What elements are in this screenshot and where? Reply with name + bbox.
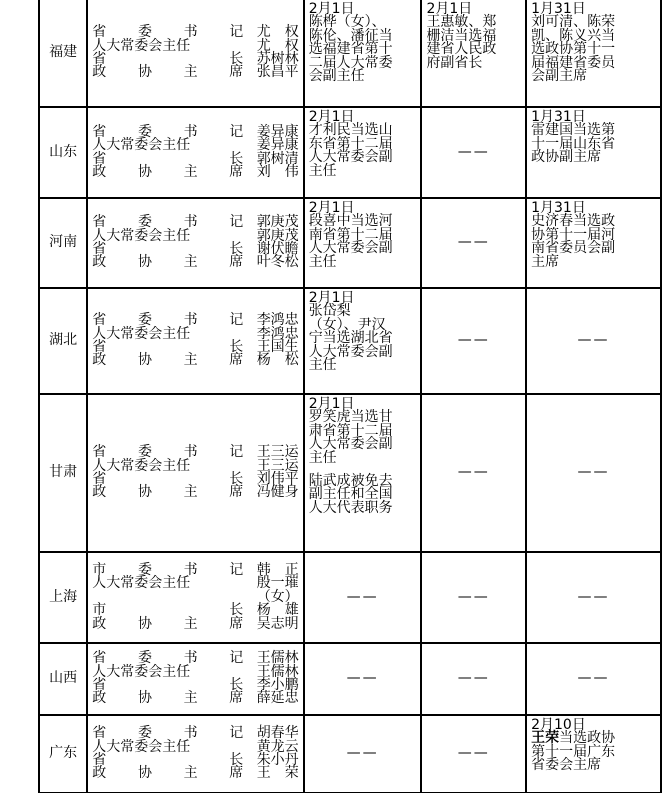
official-title: 省 委 书 记 (92, 444, 244, 461)
event-text-line: 陆武成被免去 (308, 473, 393, 490)
event-text-line: 会副主席 (531, 68, 588, 85)
table-row (39, 0, 661, 107)
official-title: 省 长 (92, 241, 244, 257)
official-title: 政 协 主 席 (92, 64, 244, 81)
official-line (92, 354, 298, 367)
government-update-cell (421, 107, 526, 198)
official-title: 人大常委会主任 (92, 137, 191, 154)
npc-update-cell (304, 0, 422, 107)
official-name: 谢伏瞻 (256, 241, 299, 257)
event-text-line: 栅洁当选福 (426, 27, 497, 44)
official-name: 尤 权 (256, 24, 299, 41)
event-text-line: 第十一届广东 (531, 743, 616, 760)
government-update-cell (421, 394, 526, 552)
event-text-line: 南省第十二届 (308, 226, 393, 243)
officials-cell (87, 552, 303, 643)
event-date: 2月1日 (308, 1, 355, 17)
official-title: 省 委 书 记 (92, 725, 244, 742)
table-row (39, 394, 661, 552)
province-cell: 山西 (39, 643, 87, 715)
official-title: 政 协 主 席 (92, 352, 244, 369)
event-date: 1月31日 (531, 109, 586, 125)
official-title: 省 长 (92, 150, 244, 167)
empty-dash: —— (346, 588, 379, 605)
event-text-line: 史济春当选政 (531, 213, 616, 230)
official-name: 叶冬松 (256, 254, 299, 271)
npc-update-cell (304, 715, 422, 793)
province-cell: 甘肃 (39, 394, 87, 552)
official-title: 人大常委会主任 (92, 37, 191, 54)
official-title: 政 协 主 席 (92, 484, 244, 501)
official-name: 王儒林 (256, 650, 299, 667)
event-text-line: 人大代表职务 (308, 499, 393, 516)
npc-update-cell (304, 288, 422, 394)
event-text-line: 主任 (308, 357, 337, 374)
official-title: 省 委 书 记 (92, 312, 244, 329)
government-update-cell (421, 643, 526, 715)
cppcc-update-cell (526, 198, 661, 288)
official-name: 郭庚茂 (256, 214, 299, 231)
table-row (39, 198, 661, 288)
official-line (92, 767, 298, 780)
event-text-line: 主任 (308, 162, 337, 179)
official-name: 韩 正 (256, 561, 299, 578)
official-title: 省 委 书 记 (92, 650, 244, 667)
officials-cell (87, 394, 303, 552)
event-text-line: 人大常委会副 (308, 149, 393, 166)
event-text-line: 段喜中当选河 (308, 213, 393, 230)
official-name: 冯健身 (256, 484, 299, 501)
official-title: 政 协 主 席 (92, 765, 244, 782)
official-title: 人大常委会主任 (92, 227, 191, 244)
official-title: 政 协 主 席 (92, 163, 244, 180)
government-update-cell (421, 288, 526, 394)
event-text-line: 主席 (531, 253, 560, 270)
event-text-line: 政协副主席 (531, 149, 602, 166)
event-text-line: 副主任和全国 (308, 486, 393, 503)
empty-dash: —— (457, 745, 490, 762)
table-row (39, 552, 661, 643)
event-text-line: 选福建省第十 (308, 41, 393, 58)
official-name: 苏树林 (256, 51, 299, 67)
official-name: 朱小丹 (256, 752, 299, 768)
table-row (39, 288, 661, 394)
officials-cell (87, 107, 303, 198)
official-title: 市 长 (92, 602, 244, 619)
npc-update-cell (304, 643, 422, 715)
official-title: 省 长 (92, 752, 244, 768)
event-text-line: 陈伦、潘征当 (308, 27, 393, 44)
official-title: 人大常委会主任 (92, 457, 191, 474)
event-text-line: 省委会主席 (531, 757, 602, 774)
event-text-line: 人大常委会副 (308, 436, 393, 453)
official-name: 姜异康 (256, 137, 299, 154)
empty-dash: —— (457, 588, 490, 605)
empty-dash: —— (457, 332, 490, 349)
official-title: 人大常委会主任 (92, 325, 191, 342)
official-name: 杨 松 (256, 352, 299, 369)
province-cell: 福建 (39, 0, 87, 107)
event-text-line: 肃省第十二届 (308, 422, 393, 439)
event-text-line: 府副省长 (426, 54, 483, 71)
official-name: 殷一璀 (256, 575, 299, 592)
official-name: 胡春华 (256, 725, 299, 742)
event-text-line: 宁当选湖北省 (308, 330, 393, 347)
officials-cell (87, 198, 303, 288)
event-date: 2月1日 (308, 200, 355, 216)
officials-cell (87, 0, 303, 107)
official-name: 王国生 (256, 339, 299, 355)
event-text-line: 人大常委会副 (308, 343, 393, 360)
official-title: 政 协 主 席 (92, 690, 244, 707)
table-row (39, 643, 661, 715)
official-name: 张昌平 (256, 64, 299, 81)
official-line (92, 615, 299, 632)
official-name: 王儒林 (256, 663, 299, 680)
official-name: 李小鹏 (256, 677, 299, 693)
cppcc-update-cell (526, 643, 661, 715)
empty-dash: —— (577, 670, 610, 687)
event-date: 2月1日 (426, 1, 473, 17)
official-name: 李鸿忠 (256, 312, 299, 329)
table-row (39, 715, 661, 793)
official-line (92, 256, 298, 269)
empty-dash: —— (346, 745, 379, 762)
official-line (92, 66, 298, 79)
event-text-line: 二届人大常委 (308, 54, 393, 71)
empty-dash: —— (457, 143, 490, 160)
officials-cell (87, 715, 303, 793)
official-name: 刘伟平 (256, 471, 299, 487)
event-text-line: 南省委员会副 (531, 240, 616, 257)
official-name: 吴志明 (256, 615, 299, 632)
official-title: 人大常委会主任 (92, 575, 191, 592)
official-title: 人大常委会主任 (92, 663, 191, 680)
table-row (39, 107, 661, 198)
official-title: 政 协 主 席 (92, 615, 244, 632)
bottom-edge (38, 793, 662, 807)
event-text-line: 陈桦（女）、 (308, 14, 386, 31)
empty-dash: —— (457, 234, 490, 251)
official-name: 刘 伟 (256, 163, 299, 180)
government-update-cell (421, 552, 526, 643)
event-text-line: 王荣当选政协 (531, 730, 616, 747)
government-update-cell (421, 0, 526, 107)
official-name: 杨 雄 (256, 602, 299, 619)
province-cell: 河南 (39, 198, 87, 288)
event-text-line: 刘可清、陈荣 (531, 14, 616, 31)
official-name: 李鸿忠 (256, 325, 299, 342)
official-line (92, 163, 299, 180)
official-title: 人大常委会主任 (92, 738, 191, 755)
event-text-line: 届福建省委员 (531, 54, 616, 71)
event-date: 2月1日 (308, 396, 355, 412)
official-title: 省 长 (92, 339, 244, 355)
official-name: 薛延忠 (256, 690, 299, 707)
official-name: 郭庚茂 (256, 227, 299, 244)
government-update-cell (421, 198, 526, 288)
empty-dash: —— (457, 670, 490, 687)
npc-update-cell (304, 394, 422, 552)
province-cell: 上海 (39, 552, 87, 643)
npc-update-cell (304, 198, 422, 288)
official-name: 王三运 (256, 457, 299, 474)
officials-cell (87, 288, 303, 394)
cppcc-update-cell (526, 552, 661, 643)
event-text-line: 王惠敏、郑 (426, 14, 497, 31)
event-text-line: 建省人民政 (426, 41, 497, 58)
event-date: 2月10日 (531, 717, 586, 733)
official-title: 省 长 (92, 471, 244, 487)
province-cell: 山东 (39, 107, 87, 198)
official-title: 省 委 书 记 (92, 123, 244, 140)
official-title: 省 长 (92, 677, 244, 693)
event-text-line: （女）、尹汉 (308, 316, 386, 333)
official-name: 郭树清 (256, 150, 299, 167)
event-text-line: 人大常委会副 (308, 240, 393, 257)
cppcc-update-cell (526, 394, 661, 552)
cppcc-update-cell (526, 107, 661, 198)
official-title (92, 591, 243, 604)
event-text-line: 主任 (308, 253, 337, 270)
official-name: 王三运 (256, 444, 299, 461)
official-line (92, 486, 298, 499)
official-title: 省 委 书 记 (92, 214, 244, 231)
npc-update-cell (304, 552, 422, 643)
official-name: 尤 权 (256, 37, 299, 54)
province-cell: 广东 (39, 715, 87, 793)
cppcc-update-cell (526, 0, 661, 107)
official-name: 王 荣 (256, 765, 299, 782)
event-text-line: 雷建国当选第 (531, 122, 616, 139)
event-text-line: 十一届山东省 (531, 135, 616, 152)
official-line (92, 692, 298, 705)
event-text-line: 才利民当选山 (308, 122, 393, 139)
event-date: 2月1日 (308, 290, 355, 306)
event-text-line: 东省第十二届 (308, 135, 393, 152)
event-date: 1月31日 (531, 200, 586, 216)
event-date: 1月31日 (531, 1, 586, 17)
event-text-line: 罗笑虎当选甘 (308, 409, 393, 426)
official-title: 政 协 主 席 (92, 254, 244, 271)
empty-dash: —— (457, 464, 490, 481)
officials-cell (87, 643, 303, 715)
cppcc-update-cell (526, 288, 661, 394)
empty-dash: —— (577, 588, 610, 605)
province-cell: 湖北 (39, 288, 87, 394)
table-body (39, 0, 661, 793)
npc-update-cell (304, 107, 422, 198)
empty-dash: —— (577, 332, 610, 349)
cppcc-update-cell (526, 715, 661, 793)
official-name: 黄龙云 (256, 738, 299, 755)
event-text-line: 凯、陈义兴当 (531, 27, 616, 44)
official-name: 姜异康 (256, 123, 299, 140)
officials-table (38, 0, 662, 794)
event-text-line: 协第十一届河 (531, 226, 616, 243)
official-name: （女） (256, 588, 299, 605)
event-text-line: 选政协第十一 (531, 41, 616, 58)
event-text-line: 张岱梨 (308, 303, 351, 320)
empty-dash: —— (577, 464, 610, 481)
official-title: 省 长 (92, 51, 244, 67)
event-text-line: 会副主任 (308, 68, 365, 85)
government-update-cell (421, 715, 526, 793)
empty-dash: —— (346, 670, 379, 687)
official-title: 省 委 书 记 (92, 24, 244, 41)
official-title: 市 委 书 记 (92, 561, 244, 578)
event-text-line: 主任 (308, 449, 337, 466)
event-date: 2月1日 (308, 109, 355, 125)
